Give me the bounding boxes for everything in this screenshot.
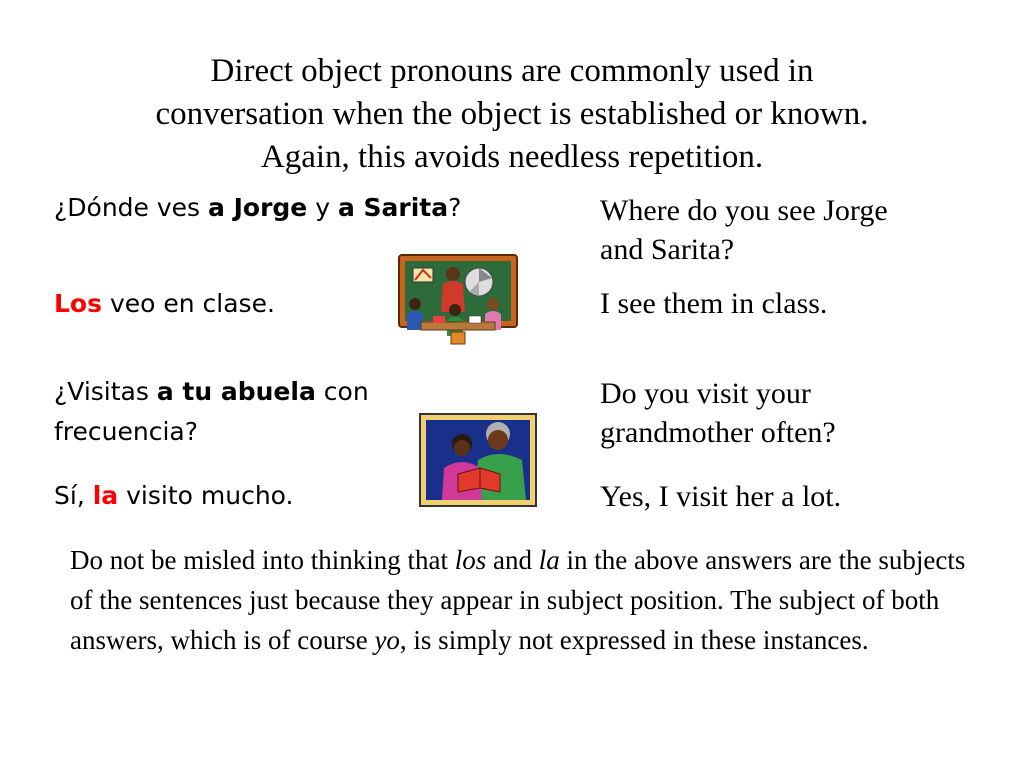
pronoun-la: la [92, 481, 119, 510]
grandmother-reading-clipart [418, 412, 538, 508]
a2-pre: Sí, [54, 481, 93, 510]
q1-conjunction: y [307, 193, 338, 222]
note-text-4: , is simply not expressed in these instances. [399, 625, 869, 655]
q2-post: con [315, 377, 369, 406]
explanatory-note [70, 540, 990, 660]
title-line-1: Direct object pronouns are commonly used in [210, 53, 814, 89]
eq2-line1: Do you visit your [600, 377, 811, 410]
note-italic-la: la [538, 545, 560, 575]
eq1-line1: Where do you see Jorge [600, 194, 888, 227]
english-question-1 [600, 191, 888, 269]
q1-post: ? [448, 193, 462, 222]
a2-rest: visito mucho. [118, 481, 294, 510]
q1-object-jorge: a Jorge [208, 193, 308, 222]
q2-line2: frecuencia? [54, 417, 199, 446]
english-answer-1: I see them in class. [600, 287, 828, 320]
spanish-question-1 [54, 188, 461, 228]
note-italic-los: los [454, 545, 487, 575]
note-text-2: and [486, 545, 539, 575]
note-text-3: in the above answers are the subjects of the sentences just because they appear in subject position. The subject of both answers, which is of course [70, 545, 966, 655]
note-italic-yo: yo [374, 625, 400, 655]
q1-pre: ¿Dónde ves [54, 193, 209, 222]
q1-object-sarita: a Sarita [337, 193, 449, 222]
eq2-line2: grandmother often? [600, 416, 836, 449]
title-line-3: Again, this avoids needless repetition. [260, 139, 764, 175]
title-line-2: conversation when the object is established or known. [155, 96, 869, 132]
eq1-line2: and Sarita? [600, 233, 735, 266]
classroom-clipart [393, 252, 521, 345]
spanish-answer-2 [54, 476, 293, 516]
note-text-1: Do not be misled into thinking that [70, 545, 455, 575]
english-answer-2: Yes, I visit her a lot. [600, 480, 842, 513]
q2-pre: ¿Visitas [54, 377, 157, 406]
spanish-question-2 [54, 372, 369, 452]
a1-rest: veo en clase. [102, 289, 275, 318]
english-question-2 [600, 374, 836, 452]
spanish-answer-1 [54, 284, 275, 324]
q2-object-abuela: a tu abuela [156, 377, 316, 406]
pronoun-los: Los [54, 289, 102, 318]
slide-title [60, 50, 964, 179]
